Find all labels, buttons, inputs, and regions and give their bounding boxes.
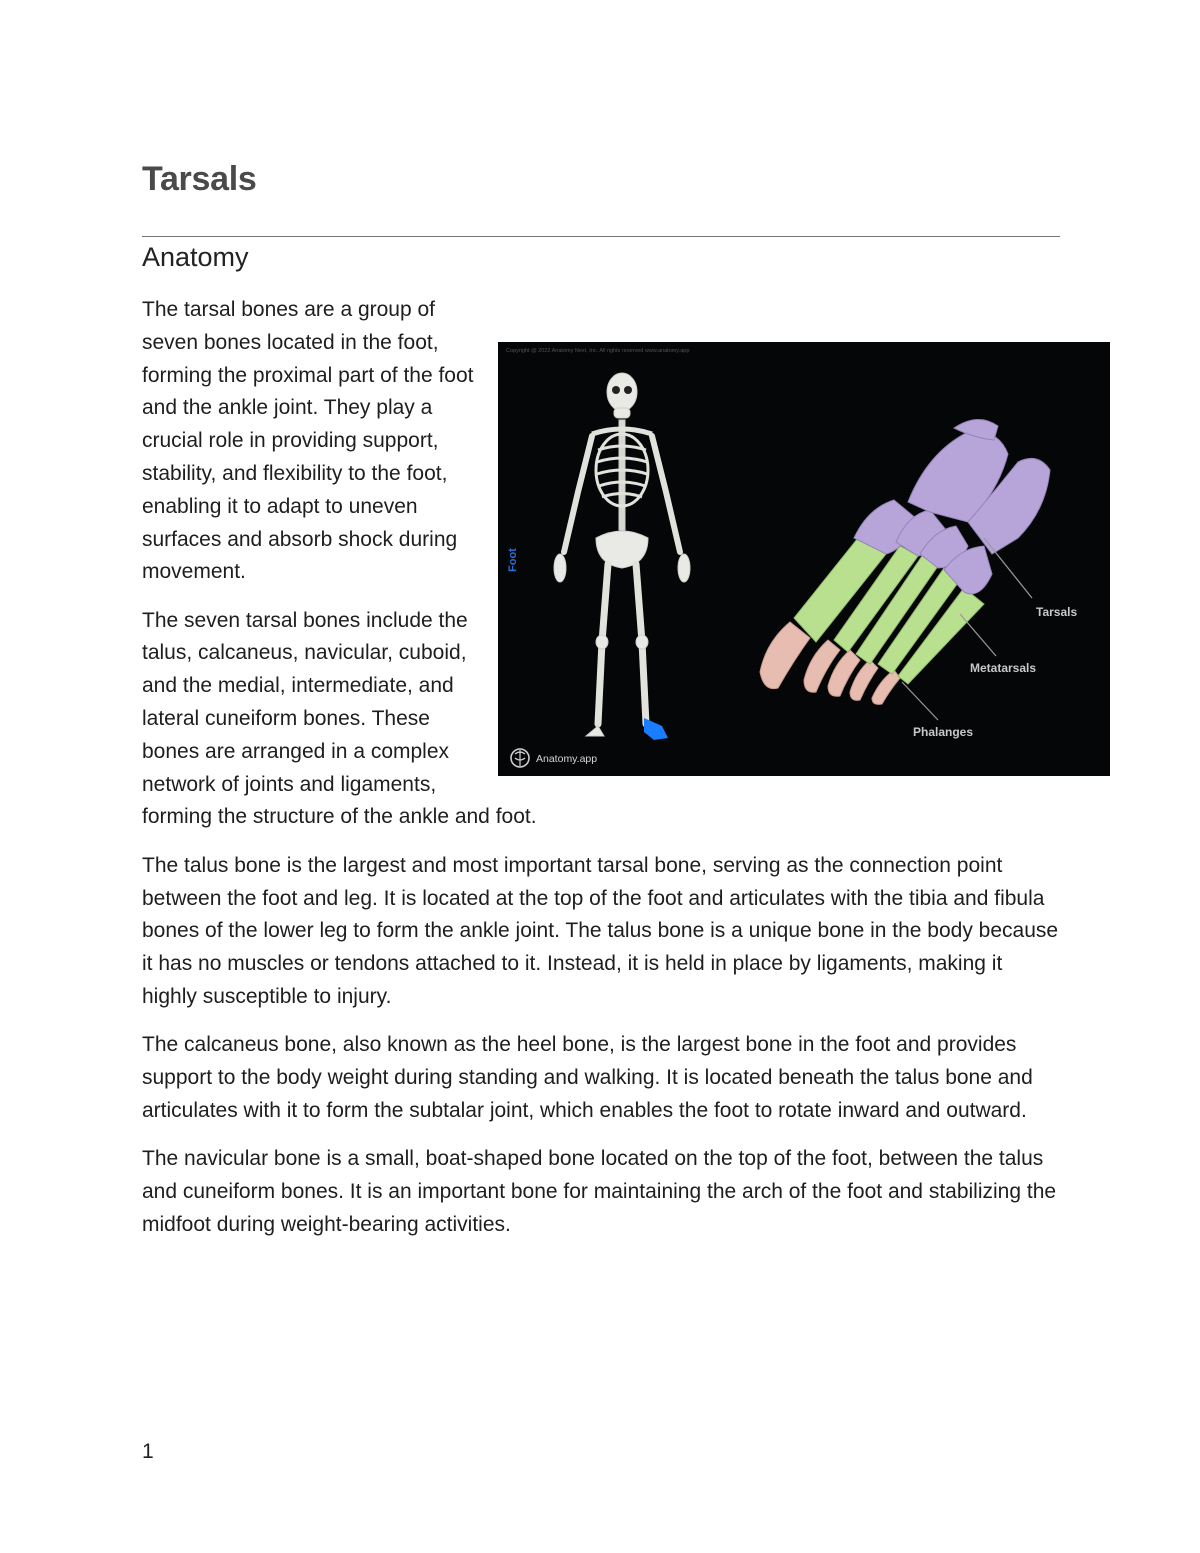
page-number: 1 [142, 1440, 154, 1463]
paragraph-seven-bones: The seven tarsal bones include the talus, calcaneus, navicular, cuboid, and the medial, intermediate, and lateral cuneiform bones. These bones are arranged in a complex network of joints and ligaments, forming the structure of the ankle and foot. [142, 608, 537, 829]
section-heading: Anatomy [142, 242, 249, 272]
title-divider [142, 236, 1060, 237]
body-content [142, 294, 1078, 1257]
paragraph-navicular: The navicular bone is a small, boat-shaped bone located on the top of the foot, between the talus and cuneiform bones. It is an important bone for maintaining the arch of the foot and stabilizing the midfoot during weight-bearing activities. [142, 1147, 1057, 1236]
skeleton-foot-figure [498, 342, 1110, 776]
brand-name: Anatomy.app [536, 753, 598, 765]
paragraph-intro: The tarsal bones are a group of seven bones located in the foot, forming the proximal part of the foot and the ankle joint. They play a crucial role in providing support, stability, and flexibility to the foot, enabling it to adapt to uneven surfaces and absorb shock during movement. [142, 298, 474, 584]
label-metatarsals: Metatarsals [970, 661, 1037, 675]
paragraph-calcaneus: The calcaneus bone, also known as the heel bone, is the largest bone in the foot and provides support to the body weight during standing and walking. It is located beneath the talus bone and articulates with it to form the subtalar joint, which enables the foot to rotate inward and outward. [142, 1033, 1033, 1122]
label-tarsals: Tarsals [1036, 605, 1078, 619]
paragraph-talus: The talus bone is the largest and most important tarsal bone, serving as the connection point between the foot and leg. It is located at the top of the foot and articulates with the tibia and fibula bones of the lower leg to form the ankle joint. The talus bone is a unique bone in the body because it has no muscles or tendons attached to it. Instead, it is held in place by ligaments, making it highly susceptible to injury. [142, 853, 1059, 1008]
copyright-text: Copyright @ 2022 Anatomy Next, Inc. All rights reserved www.anatomy.app [506, 348, 690, 354]
foot-side-label: Foot [507, 548, 519, 572]
label-phalanges: Phalanges [913, 725, 974, 739]
page-title: Tarsals [142, 160, 257, 198]
